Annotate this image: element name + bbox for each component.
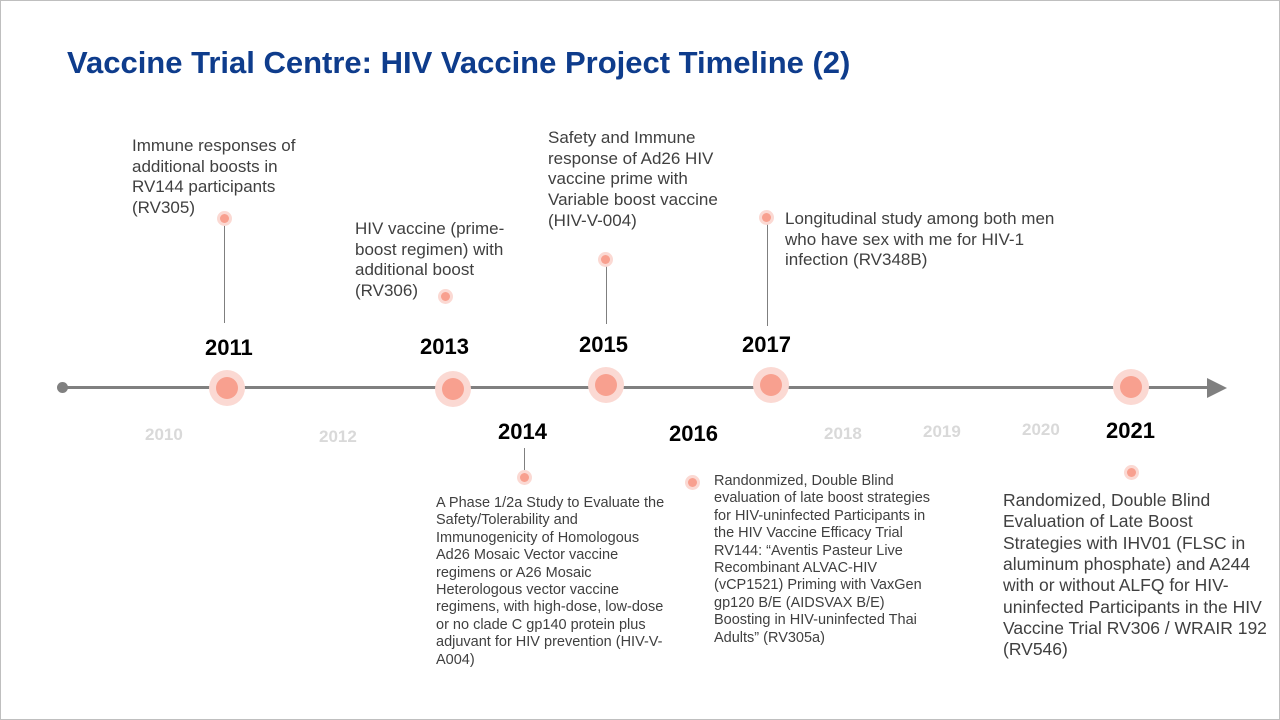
timeline-node-2015 [588,367,624,403]
marker-2021 [1124,465,1139,480]
year-2014: 2014 [498,419,547,444]
event-text-2013: HIV vaccine (prime-boost regimen) with additional boost (RV306) [355,219,505,301]
timeline-arrow-icon [1207,378,1227,398]
minor-year-2012: 2012 [319,427,357,446]
marker-2015 [598,252,613,267]
year-2015: 2015 [579,332,628,357]
year-2011: 2011 [205,335,253,360]
event-text-2017: Longitudinal study among both men who have sex with me for HIV-1 infection (RV348B) [785,209,1055,270]
connector-2011 [224,225,225,323]
minor-year-2018: 2018 [824,424,862,443]
slide-title: Vaccine Trial Centre: HIV Vaccine Project Timeline (2) [67,45,851,80]
connector-2017 [767,224,768,326]
minor-year-2020: 2020 [1022,420,1060,439]
event-text-2014: A Phase 1/2a Study to Evaluate the Safety/Tolerability and Immunogenicity of Homologous Ad26 Mosaic Vector vaccine regimens or A26 Mosaic Heterologous vector vaccine regimens, with high-dose, low-dose or no clade C gp140 protein plus adjuvant for HIV prevention (HIV-V-A004) [436,495,665,668]
marker-2014 [517,470,532,485]
year-2021: 2021 [1106,418,1155,443]
timeline-start-dot [57,382,68,393]
timeline-node-2013 [435,371,471,407]
timeline-node-2011 [209,370,245,406]
year-2013: 2013 [420,334,469,359]
connector-2015 [606,266,607,324]
event-text-2011: Immune responses of additional boosts in RV144 participants (RV305) [132,136,296,218]
event-text-2016: Randonmized, Double Blind evaluation of late boost strategies for HIV-uninfected Participants in the HIV Vaccine Efficacy Trial RV144: “Aventis Pasteur Live Recombinant ALVAC-HIV (vCP1521) Priming with VaxGen gp120 B/E (AIDSVAX B/E) Boosting in HIV-uninfected Thai Adults” (RV305a) [714,473,931,646]
marker-2017 [759,210,774,225]
timeline-node-2017 [753,367,789,403]
event-text-2015: Safety and Immune response of Ad26 HIV vaccine prime with Variable boost vaccine (HIV-V-004) [548,128,718,230]
event-text-2021: Randomized, Double Blind Evaluation of Late Boost Strategies with IHV01 (FLSC in aluminum phosphate) and A244 with or without ALFQ for HIV-uninfected Participants in the HIV Vaccine Trial RV306 / WRAIR 192 (RV546) [1003,490,1267,660]
connector-2014 [524,448,525,472]
minor-year-2010: 2010 [145,425,183,444]
year-2016: 2016 [669,421,718,446]
year-2017: 2017 [742,332,791,357]
minor-year-2019: 2019 [923,422,961,441]
marker-2016 [685,475,700,490]
timeline-node-2021 [1113,369,1149,405]
